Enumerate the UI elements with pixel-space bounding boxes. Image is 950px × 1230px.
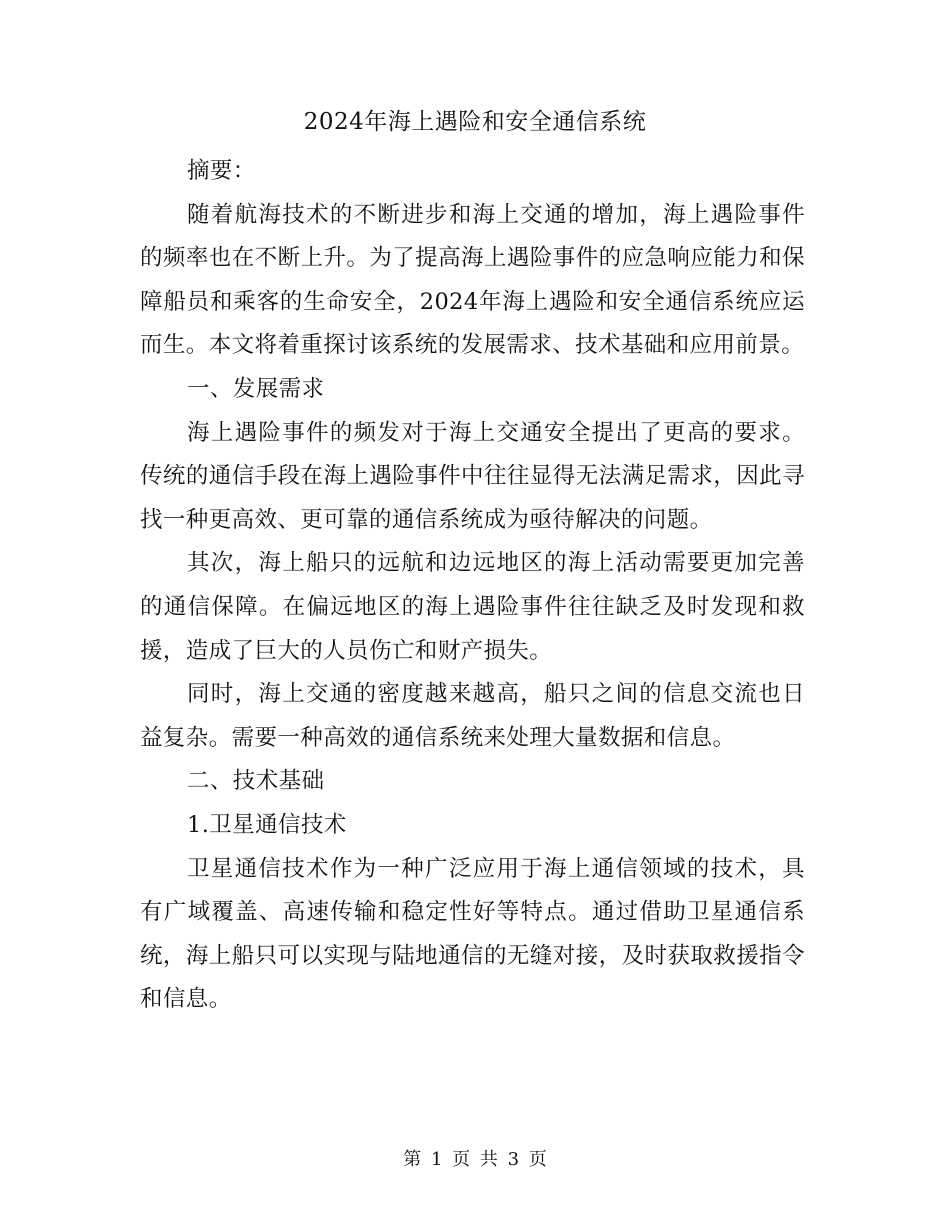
- abstract-paragraph: 随着航海技术的不断进步和海上交通的增加，海上遇险事件的频率也在不断上升。为了提高海上遇险事件的应急响应能力和保障船员和乘客的生命安全，2024年海上遇险和安全通信系统应运而生。本文将着重探讨该系统的发展需求、技术基础和应用前景。: [140, 201, 805, 359]
- subsection-heading-satellite: 1.卫星通信技术: [187, 811, 347, 838]
- document-title: 2024年海上遇险和安全通信系统: [303, 109, 647, 135]
- body-paragraph: 卫星通信技术作为一种广泛应用于海上通信领域的技术，具有广域覆盖、高速传输和稳定性好等特点。通过借助卫星通信系统，海上船只可以实现与陆地通信的无缝对接，及时获取救援指令和信息。: [140, 855, 805, 1013]
- abstract-heading: 摘要：: [187, 158, 256, 184]
- section-heading-technical-basis: 二、技术基础: [187, 768, 325, 795]
- body-paragraph: 其次，海上船只的远航和边远地区的海上活动需要更加完善的通信保障。在偏远地区的海上遇险事件往往缺乏及时发现和救援，造成了巨大的人员伤亡和财产损失。: [140, 550, 805, 664]
- section-heading-development-needs: 一、发展需求: [187, 375, 325, 402]
- page-footer: 第 1 页 共 3 页: [403, 1149, 547, 1170]
- document-body: [140, 150, 805, 1022]
- body-paragraph: 同时，海上交通的密度越来越高，船只之间的信息交流也日益复杂。需要一种高效的通信系统来处理大量数据和信息。: [140, 681, 805, 751]
- body-paragraph: 海上遇险事件的频发对于海上交通安全提出了更高的要求。传统的通信手段在海上遇险事件中往往显得无法满足需求，因此寻找一种更高效、更可靠的通信系统成为亟待解决的问题。: [140, 419, 805, 533]
